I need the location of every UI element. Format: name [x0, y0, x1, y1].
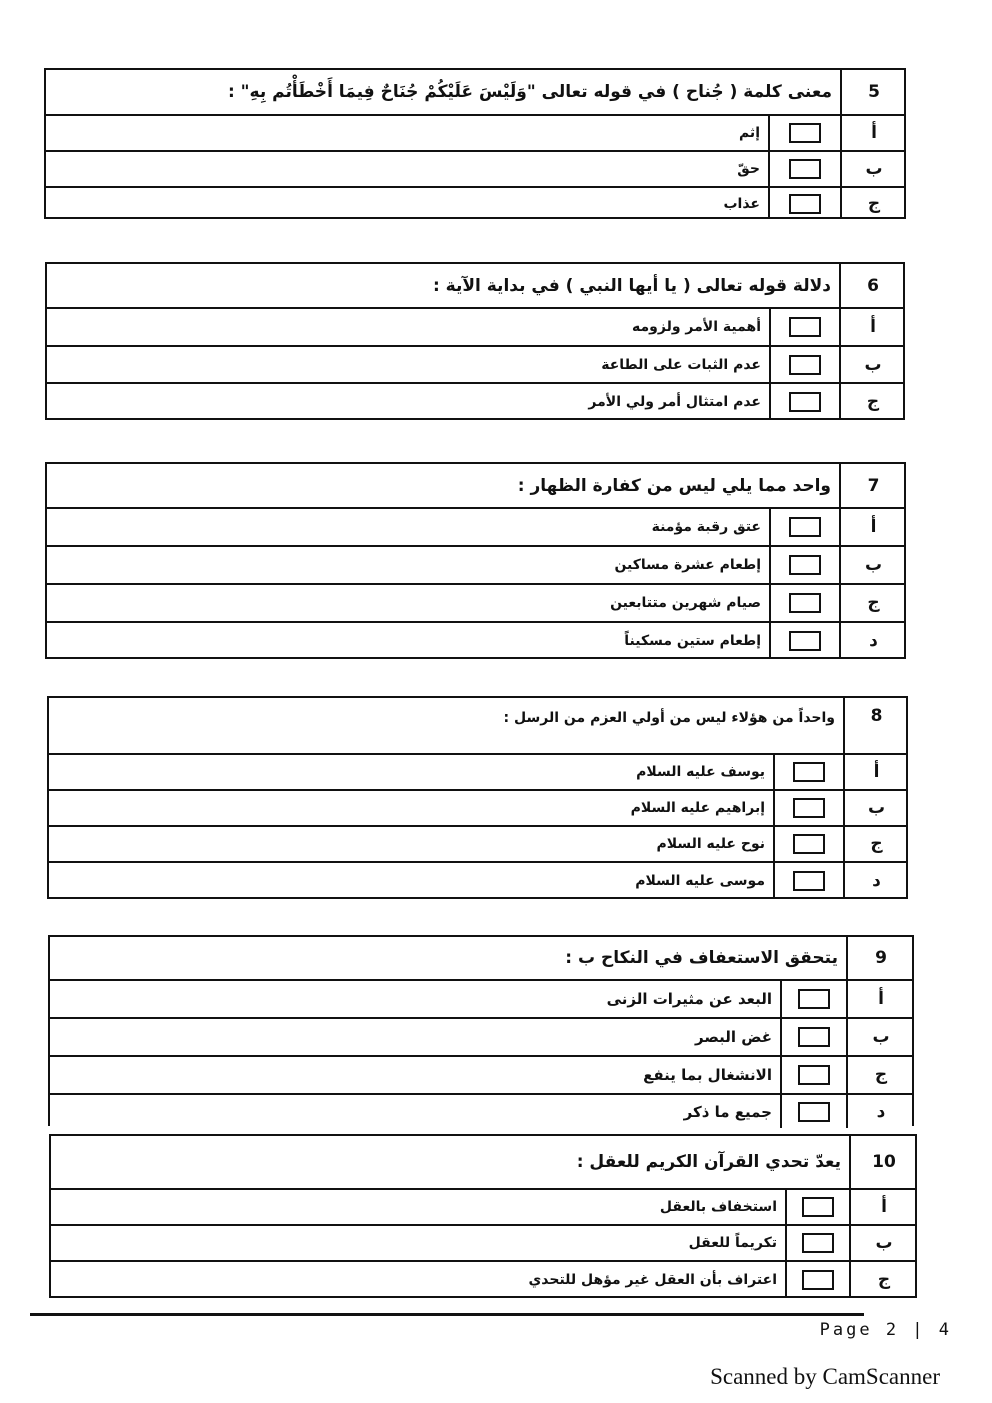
answer-checkbox[interactable]	[773, 791, 843, 825]
question-stem: دلالة قوله تعالى ( يا أيها النبي ) في بداية الآية :	[432, 275, 831, 296]
option-text: اعتراف بأن العقل غير مؤهل للتحدي	[528, 1272, 777, 1288]
option-row	[50, 981, 912, 1019]
option-row	[47, 347, 903, 384]
option-text: نوح عليه السلام	[656, 836, 765, 852]
scanner-watermark: Scanned by CamScanner	[710, 1364, 940, 1389]
option-text: عدم امتثال أمر ولي الأمر	[588, 394, 761, 410]
answer-checkbox[interactable]	[769, 547, 839, 583]
answer-checkbox[interactable]	[780, 1057, 846, 1093]
option-row	[51, 1262, 915, 1298]
option-letter: ج	[839, 384, 905, 420]
option-row	[50, 1095, 912, 1128]
question-10	[49, 1134, 917, 1298]
option-letter: ج	[843, 827, 908, 861]
option-letter: ب	[840, 152, 906, 186]
answer-checkbox[interactable]	[768, 188, 840, 219]
option-letter: ج	[846, 1057, 914, 1093]
option-text: استخفاف بالعقل	[659, 1199, 777, 1215]
option-letter: ب	[849, 1226, 917, 1260]
option-row	[47, 309, 903, 347]
option-text: تكريماً للعقل	[688, 1235, 777, 1251]
option-row	[51, 1226, 915, 1262]
question-8	[47, 696, 908, 899]
option-row	[49, 791, 906, 827]
option-letter: أ	[849, 1190, 917, 1224]
option-text: إطعام ستين مسكيناً	[624, 633, 761, 649]
question-number: 5	[840, 70, 906, 114]
question-6	[45, 262, 905, 420]
option-letter: د	[839, 623, 906, 659]
question-stem: يتحقق الاستعفاف في النكاح ب :	[565, 948, 838, 968]
option-letter: أ	[840, 116, 906, 150]
answer-checkbox[interactable]	[768, 152, 840, 186]
option-text: عتق رقبة مؤمنة	[651, 519, 761, 535]
question-number: 7	[839, 464, 906, 507]
answer-checkbox[interactable]	[769, 623, 839, 659]
option-row	[47, 384, 903, 420]
question-5	[44, 68, 906, 219]
option-row	[49, 863, 906, 899]
option-text: حقّ	[737, 161, 760, 177]
option-text: إبراهيم عليه السلام	[630, 800, 765, 816]
option-text: يوسف عليه السلام	[636, 764, 765, 780]
question-number: 9	[846, 937, 914, 979]
answer-checkbox[interactable]	[769, 347, 839, 382]
option-row	[46, 116, 904, 152]
answer-checkbox[interactable]	[785, 1190, 849, 1224]
question-number: 10	[849, 1136, 917, 1188]
option-row	[49, 755, 906, 791]
answer-checkbox[interactable]	[769, 585, 839, 621]
option-letter: د	[846, 1095, 914, 1128]
answer-checkbox[interactable]	[769, 509, 839, 545]
option-letter: د	[843, 863, 908, 899]
option-letter: ب	[846, 1019, 914, 1055]
answer-checkbox[interactable]	[769, 309, 839, 345]
option-row	[47, 547, 904, 585]
question-number: 8	[843, 698, 908, 753]
option-letter: أ	[846, 981, 914, 1017]
option-text: أهمية الأمر ولزومه	[632, 319, 761, 335]
question-9	[48, 935, 914, 1126]
answer-checkbox[interactable]	[773, 827, 843, 861]
answer-checkbox[interactable]	[773, 863, 843, 899]
option-row	[46, 152, 904, 188]
option-text: البعد عن مثيرات الزنى	[606, 990, 772, 1008]
answer-checkbox[interactable]	[768, 116, 840, 150]
option-row	[51, 1190, 915, 1226]
option-text: غض البصر	[695, 1028, 772, 1046]
option-row	[47, 623, 904, 659]
question-stem-row	[49, 698, 906, 755]
option-row	[50, 1019, 912, 1057]
answer-checkbox[interactable]	[769, 384, 839, 420]
question-stem: يعدّ تحدي القرآن الكريم للعقل :	[576, 1152, 841, 1172]
option-letter: ج	[839, 585, 906, 621]
option-letter: أ	[839, 309, 905, 345]
answer-checkbox[interactable]	[785, 1226, 849, 1260]
question-stem: واحد مما يلي ليس من كفارة الظهار :	[517, 475, 831, 496]
option-letter: ب	[839, 547, 906, 583]
question-number: 6	[839, 264, 905, 307]
answer-checkbox[interactable]	[785, 1262, 849, 1298]
question-stem-row	[47, 264, 903, 309]
option-text: جميع ما ذكر	[683, 1102, 772, 1121]
question-stem: واحداً من هؤلاء ليس من أولي العزم من الرسل :	[503, 710, 835, 726]
option-letter: ب	[843, 791, 908, 825]
page-number: Page 2 | 4	[819, 1320, 952, 1340]
option-letter: أ	[839, 509, 906, 545]
option-text: موسى عليه السلام	[635, 873, 765, 889]
option-text: صيام شهرين متتابعين	[610, 595, 761, 611]
answer-checkbox[interactable]	[780, 1095, 846, 1128]
question-stem-row	[50, 937, 912, 981]
answer-checkbox[interactable]	[780, 1019, 846, 1055]
option-text: الانشغال بما ينفع	[643, 1066, 772, 1084]
option-text: عدم الثبات على الطاعة	[601, 356, 761, 373]
answer-checkbox[interactable]	[780, 981, 846, 1017]
option-letter: ج	[840, 188, 906, 219]
footer-divider	[30, 1313, 864, 1316]
option-text: إطعام عشرة مساكين	[614, 557, 761, 573]
option-text: إثم	[738, 125, 760, 141]
option-text: عذاب	[723, 195, 760, 212]
option-row	[47, 585, 904, 623]
option-letter: ب	[839, 347, 905, 382]
question-stem-row	[47, 464, 904, 509]
question-7	[45, 462, 906, 659]
option-row	[50, 1057, 912, 1095]
option-row	[46, 188, 904, 219]
answer-checkbox[interactable]	[773, 755, 843, 789]
option-row	[47, 509, 904, 547]
question-stem-row	[51, 1136, 915, 1190]
option-letter: أ	[843, 755, 908, 789]
option-letter: ج	[849, 1262, 917, 1298]
option-row	[49, 827, 906, 863]
question-stem: معنى كلمة ( جُناح ) في قوله تعالى "وَلَيْسَ عَلَيْكُمْ جُنَاحٌ فِيمَا أَخْطَأْتُم بِهِ" :	[227, 82, 832, 102]
question-stem-row	[46, 70, 904, 116]
